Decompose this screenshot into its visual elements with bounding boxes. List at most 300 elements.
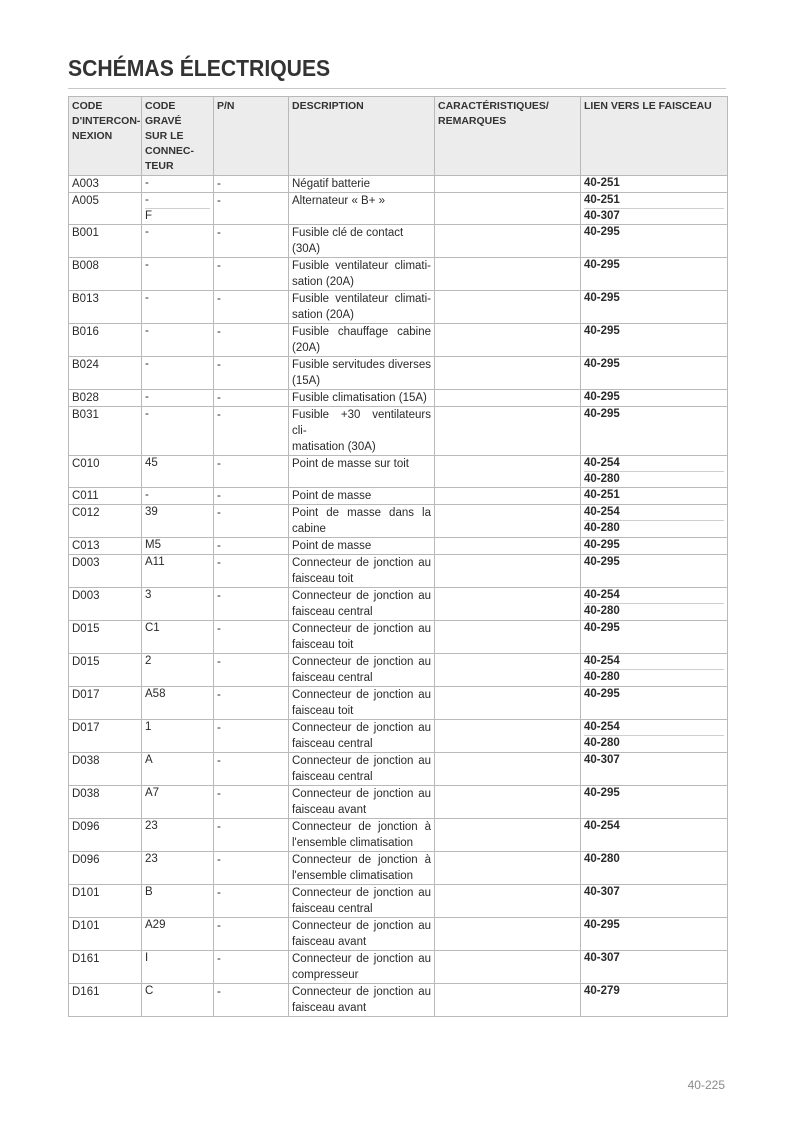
cell-remarks xyxy=(435,456,581,488)
engraved-code-value: M5 xyxy=(145,539,161,551)
cell-harness-link xyxy=(581,324,728,357)
engraved-code-value: A29 xyxy=(145,919,166,931)
harness-link-value: 40-254 xyxy=(584,589,620,601)
harness-link-value: 40-280 xyxy=(584,471,724,487)
cell-part-number: - xyxy=(214,193,289,225)
cell-harness-link xyxy=(581,258,728,291)
table-row xyxy=(69,357,728,390)
cell-harness-link xyxy=(581,753,728,786)
harness-link-value: 40-295 xyxy=(584,688,620,700)
cell-part-number: - xyxy=(214,588,289,621)
cell-code: D003 xyxy=(69,588,142,621)
cell-engraved-code xyxy=(142,555,214,588)
description-line: Point de masse sur toit xyxy=(292,458,409,470)
description-line: l'ensemble climatisation xyxy=(292,837,414,849)
table-row xyxy=(69,654,728,687)
cell-code: C012 xyxy=(69,505,142,538)
cell-engraved-code xyxy=(142,193,214,225)
cell-part-number: - xyxy=(214,852,289,885)
cell-remarks xyxy=(435,984,581,1017)
harness-link-value: 40-307 xyxy=(584,952,620,964)
cell-remarks xyxy=(435,390,581,407)
description-line: Fusible chauffage cabine xyxy=(292,326,431,338)
cell-engraved-code xyxy=(142,984,214,1017)
cell-harness-link xyxy=(581,407,728,456)
engraved-code-value: - xyxy=(145,325,149,337)
cell-engraved-code xyxy=(142,291,214,324)
description-line: Connecteur de jonction au xyxy=(292,986,431,998)
cell-engraved-code xyxy=(142,588,214,621)
table-row xyxy=(69,720,728,753)
cell-code: D101 xyxy=(69,885,142,918)
cell-engraved-code xyxy=(142,390,214,407)
table-row xyxy=(69,407,728,456)
header-line: LIEN VERS LE FAISCEAU xyxy=(584,100,712,112)
cell-remarks xyxy=(435,176,581,193)
cell-remarks xyxy=(435,951,581,984)
cell-code: D038 xyxy=(69,753,142,786)
cell-code: D038 xyxy=(69,786,142,819)
engraved-code-value: B xyxy=(145,886,153,898)
header-line: CONNEC- xyxy=(145,145,194,157)
table-row xyxy=(69,753,728,786)
cell-description xyxy=(289,588,435,621)
harness-link-value: 40-295 xyxy=(584,391,620,403)
table-row xyxy=(69,687,728,720)
cell-harness-link xyxy=(581,588,728,621)
cell-remarks xyxy=(435,225,581,258)
cell-remarks xyxy=(435,555,581,588)
cell-part-number: - xyxy=(214,291,289,324)
table-row xyxy=(69,819,728,852)
cell-code: C010 xyxy=(69,456,142,488)
cell-part-number: - xyxy=(214,407,289,456)
cell-description xyxy=(289,258,435,291)
description-line: Connecteur de jonction au xyxy=(292,557,431,569)
engraved-code-value: 23 xyxy=(145,853,158,865)
description-line: Point de masse xyxy=(292,490,372,502)
harness-link-value: 40-280 xyxy=(584,853,620,865)
harness-link-value: 40-295 xyxy=(584,226,620,238)
harness-link-value: 40-295 xyxy=(584,358,620,370)
header-line: REMARQUES xyxy=(438,115,507,127)
cell-engraved-code xyxy=(142,654,214,687)
cell-harness-link xyxy=(581,786,728,819)
description-line: Connecteur de jonction au xyxy=(292,788,431,800)
harness-link-value: 40-295 xyxy=(584,325,620,337)
table-row xyxy=(69,786,728,819)
cell-part-number: - xyxy=(214,654,289,687)
cell-code: D015 xyxy=(69,621,142,654)
description-line: Connecteur de jonction au xyxy=(292,722,431,734)
cell-part-number: - xyxy=(214,984,289,1017)
engraved-code-value: 1 xyxy=(145,721,152,733)
description-line: faisceau avant xyxy=(292,936,367,948)
harness-link-value: 40-307 xyxy=(584,886,620,898)
cell-remarks xyxy=(435,654,581,687)
cell-part-number: - xyxy=(214,621,289,654)
table-row xyxy=(69,193,728,225)
header-line: D'INTERCON- xyxy=(72,115,141,127)
table-row xyxy=(69,621,728,654)
cell-part-number: - xyxy=(214,390,289,407)
page-number: 40-225 xyxy=(687,1078,725,1092)
description-line: Connecteur de jonction à xyxy=(292,821,431,833)
cell-harness-link xyxy=(581,720,728,753)
harness-link-value: 40-254 xyxy=(584,721,620,733)
cell-harness-link xyxy=(581,951,728,984)
cell-engraved-code xyxy=(142,819,214,852)
cell-description xyxy=(289,225,435,258)
engraved-code-value: A xyxy=(145,754,153,766)
cell-harness-link xyxy=(581,488,728,505)
cell-description xyxy=(289,621,435,654)
cell-description xyxy=(289,654,435,687)
engraved-code-value: - xyxy=(145,292,149,304)
cell-description xyxy=(289,984,435,1017)
table-row xyxy=(69,505,728,538)
table-row xyxy=(69,885,728,918)
cell-harness-link xyxy=(581,852,728,885)
harness-link-value: 40-254 xyxy=(584,506,620,518)
engraved-code-value: I xyxy=(145,952,149,964)
harness-link-value: 40-280 xyxy=(584,669,724,685)
cell-remarks xyxy=(435,407,581,456)
cell-remarks xyxy=(435,819,581,852)
cell-description xyxy=(289,687,435,720)
cell-harness-link xyxy=(581,225,728,258)
header-engraved-code xyxy=(142,97,214,176)
description-line: Point de masse dans la xyxy=(292,507,431,519)
table-row xyxy=(69,488,728,505)
description-line: Connecteur de jonction au xyxy=(292,887,431,899)
description-line: sation (20A) xyxy=(292,276,355,288)
connector-table xyxy=(68,96,728,1017)
cell-code: D161 xyxy=(69,951,142,984)
cell-harness-link xyxy=(581,819,728,852)
table-row xyxy=(69,324,728,357)
engraved-code-value: - xyxy=(145,177,149,189)
cell-description xyxy=(289,538,435,555)
cell-description xyxy=(289,488,435,505)
cell-engraved-code xyxy=(142,852,214,885)
cell-engraved-code xyxy=(142,753,214,786)
cell-code: D101 xyxy=(69,918,142,951)
engraved-code-value: 2 xyxy=(145,655,152,667)
cell-description xyxy=(289,357,435,390)
cell-description xyxy=(289,918,435,951)
cell-remarks xyxy=(435,621,581,654)
engraved-code-value: - xyxy=(145,408,149,420)
header-remarks xyxy=(435,97,581,176)
harness-link-value: 40-280 xyxy=(584,603,724,619)
cell-description xyxy=(289,852,435,885)
engraved-code-value: 39 xyxy=(145,506,158,518)
cell-part-number: - xyxy=(214,258,289,291)
description-line: Connecteur de jonction au xyxy=(292,920,431,932)
cell-engraved-code xyxy=(142,786,214,819)
cell-engraved-code xyxy=(142,357,214,390)
cell-code: D003 xyxy=(69,555,142,588)
cell-engraved-code xyxy=(142,456,214,488)
cell-remarks xyxy=(435,588,581,621)
description-line: Connecteur de jonction au xyxy=(292,953,431,965)
header-line: CODE GRAVÉ xyxy=(145,100,182,127)
table-header-row xyxy=(69,97,728,176)
cell-harness-link xyxy=(581,193,728,225)
harness-link-value: 40-295 xyxy=(584,408,620,420)
cell-harness-link xyxy=(581,456,728,488)
cell-remarks xyxy=(435,291,581,324)
cell-description xyxy=(289,456,435,488)
cell-remarks xyxy=(435,505,581,538)
header-part-number xyxy=(214,97,289,176)
cell-description xyxy=(289,720,435,753)
description-line: faisceau central xyxy=(292,672,373,684)
cell-engraved-code xyxy=(142,538,214,555)
cell-engraved-code xyxy=(142,488,214,505)
cell-remarks xyxy=(435,720,581,753)
harness-link-value: 40-279 xyxy=(584,985,620,997)
cell-engraved-code xyxy=(142,918,214,951)
harness-link-value: 40-307 xyxy=(584,208,724,224)
harness-link-value: 40-295 xyxy=(584,622,620,634)
description-line: Fusible ventilateur climati- xyxy=(292,293,431,305)
engraved-code-value: - xyxy=(145,489,149,501)
harness-link-value: 40-251 xyxy=(584,177,620,189)
cell-code: D096 xyxy=(69,852,142,885)
cell-code: C013 xyxy=(69,538,142,555)
cell-harness-link xyxy=(581,505,728,538)
engraved-code-value: A11 xyxy=(145,556,165,568)
cell-description xyxy=(289,951,435,984)
cell-harness-link xyxy=(581,291,728,324)
table-row xyxy=(69,852,728,885)
description-line: faisceau toit xyxy=(292,705,354,717)
cell-harness-link xyxy=(581,984,728,1017)
title-divider xyxy=(68,88,726,89)
cell-description xyxy=(289,324,435,357)
cell-description xyxy=(289,819,435,852)
cell-code: D015 xyxy=(69,654,142,687)
engraved-code-value: 45 xyxy=(145,457,158,469)
table-row xyxy=(69,588,728,621)
harness-link-value: 40-280 xyxy=(584,735,724,751)
cell-remarks xyxy=(435,193,581,225)
harness-link-value: 40-251 xyxy=(584,489,620,501)
description-line: faisceau avant xyxy=(292,1002,367,1014)
description-line: Fusible +30 ventilateurs cli- xyxy=(292,409,431,437)
cell-description xyxy=(289,753,435,786)
engraved-code-value: 3 xyxy=(145,589,152,601)
engraved-code-value: - xyxy=(145,259,149,271)
cell-engraved-code xyxy=(142,621,214,654)
engraved-code-value: - xyxy=(145,358,149,370)
harness-link-value: 40-251 xyxy=(584,194,620,206)
cell-code: B013 xyxy=(69,291,142,324)
cell-description xyxy=(289,193,435,225)
cell-code: B031 xyxy=(69,407,142,456)
description-line: (20A) xyxy=(292,342,321,354)
description-line: Connecteur de jonction au xyxy=(292,656,431,668)
cell-remarks xyxy=(435,687,581,720)
harness-link-value: 40-295 xyxy=(584,292,620,304)
description-line: faisceau toit xyxy=(292,639,354,651)
cell-part-number: - xyxy=(214,357,289,390)
cell-part-number: - xyxy=(214,786,289,819)
cell-description xyxy=(289,555,435,588)
cell-harness-link xyxy=(581,918,728,951)
cell-harness-link xyxy=(581,621,728,654)
cell-remarks xyxy=(435,753,581,786)
description-line: Alternateur « B+ » xyxy=(292,195,386,207)
header-line: CARACTÉRISTIQUES/ xyxy=(438,100,549,112)
description-line: (15A) xyxy=(292,375,321,387)
cell-code: B028 xyxy=(69,390,142,407)
cell-engraved-code xyxy=(142,505,214,538)
cell-part-number: - xyxy=(214,951,289,984)
table-row xyxy=(69,291,728,324)
table-row xyxy=(69,390,728,407)
cell-code: D096 xyxy=(69,819,142,852)
cell-code: B001 xyxy=(69,225,142,258)
description-line: faisceau central xyxy=(292,738,373,750)
engraved-code-value: C xyxy=(145,985,154,997)
cell-part-number: - xyxy=(214,225,289,258)
description-line: compresseur xyxy=(292,969,359,981)
engraved-code-value: A58 xyxy=(145,688,166,700)
cell-part-number: - xyxy=(214,324,289,357)
table-row xyxy=(69,555,728,588)
cell-part-number: - xyxy=(214,885,289,918)
cell-harness-link xyxy=(581,654,728,687)
engraved-code-value: - xyxy=(145,226,149,238)
cell-engraved-code xyxy=(142,951,214,984)
description-line: Négatif batterie xyxy=(292,178,370,190)
cell-engraved-code xyxy=(142,407,214,456)
description-line: faisceau toit xyxy=(292,573,354,585)
header-line: DESCRIPTION xyxy=(292,100,364,112)
description-line: Fusible climatisation (15A) xyxy=(292,392,427,404)
cell-part-number: - xyxy=(214,720,289,753)
description-line: Connecteur de jonction au xyxy=(292,689,431,701)
engraved-code-value: 23 xyxy=(145,820,158,832)
table-row xyxy=(69,456,728,488)
engraved-code-value: C1 xyxy=(145,622,160,634)
cell-description xyxy=(289,505,435,538)
harness-link-value: 40-254 xyxy=(584,820,620,832)
cell-remarks xyxy=(435,538,581,555)
cell-engraved-code xyxy=(142,258,214,291)
table-row xyxy=(69,538,728,555)
engraved-code-value: - xyxy=(145,194,149,206)
cell-part-number: - xyxy=(214,819,289,852)
description-line: faisceau central xyxy=(292,903,373,915)
cell-remarks xyxy=(435,488,581,505)
header-line: SUR LE xyxy=(145,130,184,142)
table-row xyxy=(69,918,728,951)
description-line: Point de masse xyxy=(292,540,372,552)
cell-code: B008 xyxy=(69,258,142,291)
header-line: P/N xyxy=(217,100,235,112)
cell-part-number: - xyxy=(214,538,289,555)
harness-link-value: 40-254 xyxy=(584,457,620,469)
cell-harness-link xyxy=(581,390,728,407)
description-line: Fusible clé de contact (30A) xyxy=(292,227,404,255)
cell-remarks xyxy=(435,786,581,819)
header-line: NEXION xyxy=(72,130,113,142)
header-harness-link xyxy=(581,97,728,176)
cell-description xyxy=(289,885,435,918)
cell-code: B016 xyxy=(69,324,142,357)
harness-link-value: 40-307 xyxy=(584,754,620,766)
cell-part-number: - xyxy=(214,687,289,720)
description-line: Fusible servitudes diverses xyxy=(292,359,431,371)
description-line: l'ensemble climatisation xyxy=(292,870,414,882)
description-line: Fusible ventilateur climati- xyxy=(292,260,431,272)
description-line: Connecteur de jonction au xyxy=(292,590,431,602)
description-line: cabine xyxy=(292,523,326,535)
cell-code: D017 xyxy=(69,720,142,753)
description-line: matisation (30A) xyxy=(292,441,376,453)
page-title: SCHÉMAS ÉLECTRIQUES xyxy=(68,55,331,81)
cell-code: D017 xyxy=(69,687,142,720)
cell-description xyxy=(289,390,435,407)
description-line: faisceau central xyxy=(292,606,373,618)
cell-harness-link xyxy=(581,357,728,390)
cell-engraved-code xyxy=(142,225,214,258)
cell-code: B024 xyxy=(69,357,142,390)
cell-part-number: - xyxy=(214,176,289,193)
engraved-code-value: A7 xyxy=(145,787,160,799)
cell-description xyxy=(289,176,435,193)
cell-code: C011 xyxy=(69,488,142,505)
cell-part-number: - xyxy=(214,488,289,505)
table-row xyxy=(69,225,728,258)
cell-harness-link xyxy=(581,555,728,588)
description-line: faisceau central xyxy=(292,771,373,783)
harness-link-value: 40-295 xyxy=(584,787,620,799)
table-row xyxy=(69,258,728,291)
cell-harness-link xyxy=(581,885,728,918)
table-body xyxy=(69,176,728,1017)
header-line: CODE xyxy=(72,100,103,112)
cell-part-number: - xyxy=(214,555,289,588)
cell-part-number: - xyxy=(214,456,289,488)
engraved-code-value: F xyxy=(145,208,210,224)
table-row xyxy=(69,951,728,984)
cell-engraved-code xyxy=(142,885,214,918)
description-line: faisceau avant xyxy=(292,804,367,816)
cell-harness-link xyxy=(581,687,728,720)
harness-link-value: 40-295 xyxy=(584,556,620,568)
cell-remarks xyxy=(435,885,581,918)
cell-harness-link xyxy=(581,538,728,555)
cell-engraved-code xyxy=(142,720,214,753)
description-line: Connecteur de jonction au xyxy=(292,623,431,635)
cell-code: A003 xyxy=(69,176,142,193)
header-line: TEUR xyxy=(145,160,174,172)
engraved-code-value: - xyxy=(145,391,149,403)
header-code xyxy=(69,97,142,176)
cell-part-number: - xyxy=(214,505,289,538)
harness-link-value: 40-254 xyxy=(584,655,620,667)
cell-code: A005 xyxy=(69,193,142,225)
cell-description xyxy=(289,407,435,456)
cell-engraved-code xyxy=(142,687,214,720)
description-line: sation (20A) xyxy=(292,309,355,321)
description-line: Connecteur de jonction à xyxy=(292,854,431,866)
